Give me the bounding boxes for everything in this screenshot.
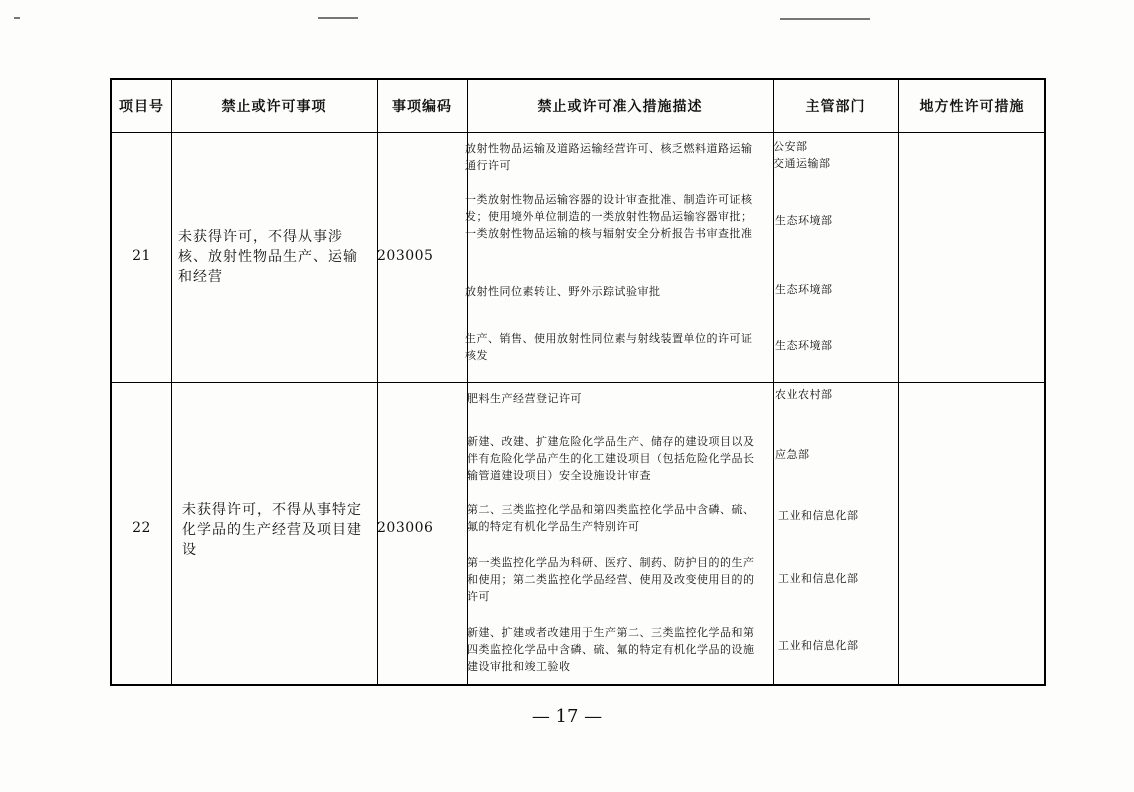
scan-artifact [14, 17, 20, 19]
row-22-measure-5: 新建、扩建或者改建用于生产第二、三类监控化学品和第四类监控化学品中含磷、硫、氟的特定有机化学品的设施建设审批和竣工验收 [467, 626, 755, 673]
header-dept: 主管部门 [805, 99, 866, 115]
row-22-dept-2: 应急部 [775, 448, 810, 461]
header-item-no: 项目号 [119, 99, 164, 115]
row-21-dept-3: 生态环境部 [775, 283, 833, 296]
row-21-dept-4: 生态环境部 [775, 339, 833, 352]
header-local-measure: 地方性许可措施 [919, 99, 1025, 115]
header-code: 事项编码 [392, 99, 452, 115]
row-22-measure-2: 新建、改建、扩建危险化学品生产、储存的建设项目以及伴有危险化学品产生的化工建设项目（包括危险化学品长输管道建设项目）安全设施设计审查 [467, 435, 755, 482]
row-22-dept-3: 工业和信息化部 [778, 509, 859, 522]
row-21-measure-3: 放射性同位素转让、野外示踪试验审批 [465, 285, 661, 298]
row-21-code: 203005 [377, 248, 434, 264]
row-22-no: 22 [132, 520, 151, 536]
row-22-dept-5: 工业和信息化部 [778, 639, 859, 652]
page-number: — 17 — [531, 706, 603, 727]
row-21-dept-1: 公安部 交通运输部 [773, 140, 831, 170]
row-22-measure-3: 第二、三类监控化学品和第四类监控化学品中含磷、硫、氟的特定有机化学品生产特别许可 [467, 503, 755, 533]
row-21-measure-4: 生产、销售、使用放射性同位素与射线装置单位的许可证核发 [465, 332, 753, 362]
row-22-matter: 未获得许可，不得从事特定化学品的生产经营及项目建设 [182, 502, 362, 558]
row-22-measure-4: 第一类监控化学品为科研、医疗、制药、防护目的的生产和使用；第二类监控化学品经营、使用及改变使用目的的许可 [467, 556, 755, 603]
scan-artifact [318, 17, 358, 19]
permit-table [110, 78, 1046, 686]
row-21-measure-2: 一类放射性物品运输容器的设计审查批准、制造许可证核发；使用境外单位制造的一类放射性物品运输容器审批；一类放射性物品运输的核与辐射安全分析报告书审查批准 [465, 193, 753, 240]
row-21-measure-1: 放射性物品运输及道路运输经营许可、核乏燃料道路运输通行许可 [465, 142, 753, 172]
scan-artifact [780, 18, 870, 20]
row-22-measure-1: 肥料生产经营登记许可 [467, 392, 582, 405]
row-21-no: 21 [132, 248, 151, 264]
row-22-dept-1: 农业农村部 [775, 388, 833, 401]
header-measure-desc: 禁止或许可准入措施描述 [537, 99, 703, 115]
header-matter: 禁止或许可事项 [221, 99, 327, 115]
row-21-dept-2: 生态环境部 [775, 214, 833, 227]
row-22-code: 203006 [377, 520, 434, 536]
row-21-matter: 未获得许可，不得从事涉核、放射性物品生产、运输和经营 [178, 229, 358, 285]
row-22-dept-4: 工业和信息化部 [778, 572, 859, 585]
